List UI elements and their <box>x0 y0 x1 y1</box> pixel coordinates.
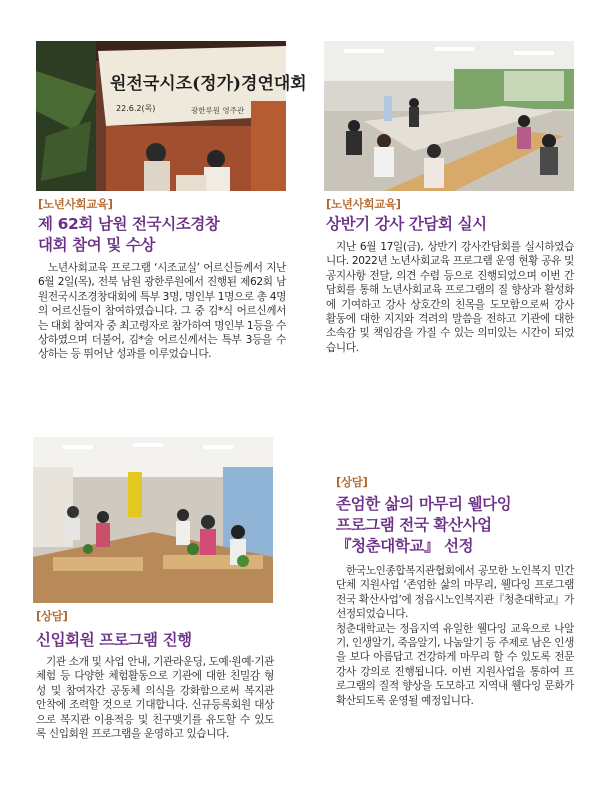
article4-body: 한국노인종합복지관협회에서 공모한 노인복지 민간단체 지원사업 ‘존엄한 삶의 마무리, 웰다잉 프로그램 전국 확산사업’에 정읍시노인복지관『청춘대학교』가 선정되었습니다. 청춘대학교는 정읍지역 유일한 웰다잉 교육으로 나알기, 인생알기, 죽음알기, 나눔알기 등 주제로 남은 인생을 보다 아름답고 건강하게 마무리 할 수 있도록 전문강사 강의로 진행됩니다. 이번 지원사업을 통하여 프로그램의 질적 향상을 도모하고 지역내 웰다잉 문화가 확산되도록 운영될 예정입니다. <box>336 565 574 707</box>
article4-title: 존엄한 삶의 마무리 웰다잉 프로그램 전국 확산사업 『청춘대학교』 선정 <box>336 495 512 555</box>
instructor-meeting-photo <box>324 41 574 191</box>
article3-body: 기관 소개 및 사업 안내, 기관라운딩, 도예·원예·기관체험 등 다양한 체험활동으로 기관에 대한 친밀감 형성 및 참여자간 공동체 의식을 강화함으로써 복지관 안착에 조력할 것으로 기대합니다. 신규등록회원 대상으로 복지관 이용적응 및 친구맺기를 유도할 수 있도록 신입회원 프로그램을 운영하고 있습니다. <box>36 656 274 741</box>
article2-body: 지난 6월 17일(금), 상반기 강사간담회를 실시하였습니다. 2022년 노년사회교육 프로그램 운영 현황 공유 및 공지사항 전달, 의견 수렴 등으로 진행되었으며 이번 간담회를 통해 노년사회교육 프로그램의 질 향상과 활성화에 기여하고 강사 상호간의 친목을 도모함으로써 강사 활동에 대한 지지와 격려의 말씀을 전하고 기관에 대한 소속감 및 책임감을 가질 수 있는 의미있는 시간이 되었습니다. <box>326 241 574 354</box>
banner-title: 원전국시조(정가)경연대회 <box>110 74 307 94</box>
article4-category-tag: [상담] <box>336 475 368 489</box>
article1-category-tag: [노년사회교육] <box>38 197 113 211</box>
article3-category-tag: [상담] <box>36 609 68 623</box>
article1-title: 제 62회 남원 전국시조경창 대회 참여 및 수상 <box>38 215 220 254</box>
new-member-program-photo <box>33 437 273 603</box>
article2-category-tag: [노년사회교육] <box>326 197 401 211</box>
svg-text:광한루원 영주관: 광한루원 영주관 <box>191 106 245 115</box>
award-ceremony-photo <box>36 41 307 191</box>
article1-body: 노년사회교육 프로그램 ‘시조교실’ 어르신들께서 지난 6월 2일(목), 전북 남원 광한루원에서 진행된 제62회 남원전국시조경창대회에 특부 3명, 명인부 1명으로 총 4명의 어르신들이 참여하였습니다. 그 중 김*식 어르신께서는 대회 참여자 중 최고령자로 참가하여 명인부 1등을 수상하였으며 더불어, 김*술 어르신께서는 특부 3등을 수상하는 등 뛰어난 성과를 이루었습니다. <box>38 262 286 361</box>
svg-text:22.6.2(목): 22.6.2(목) <box>116 104 156 113</box>
article3-title: 신입회원 프로그램 진행 <box>36 631 192 649</box>
article2-title: 상반기 강사 간담회 실시 <box>326 215 487 233</box>
